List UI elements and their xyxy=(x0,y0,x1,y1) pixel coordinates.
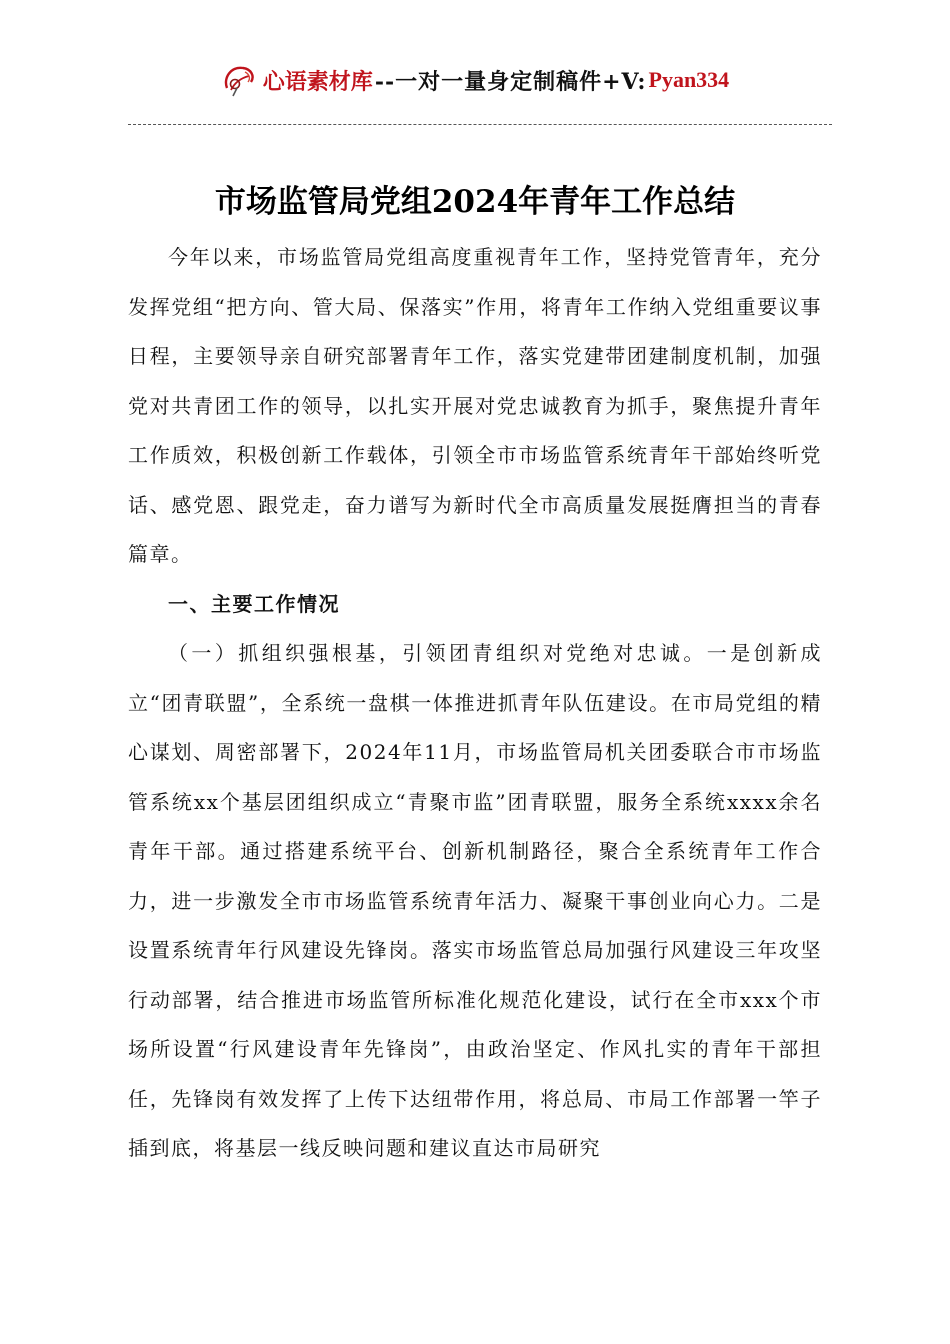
header-divider xyxy=(128,124,832,125)
brand-name: 心语素材库 xyxy=(262,68,373,95)
document-title: 市场监管局党组2024年青年工作总结 xyxy=(214,184,736,220)
brand-logo-icon xyxy=(221,60,261,100)
document-body xyxy=(128,233,822,1174)
section-heading: 一、主要工作情况 xyxy=(168,591,340,616)
header-contact: Pyan334 xyxy=(648,67,730,92)
intro-paragraph: 今年以来，市场监管局党组高度重视青年工作，坚持党管青年，充分发挥党组“把方向、管大局、保落实”作用，将青年工作纳入党组重要议事日程，主要领导亲自研究部署青年工作，落实党建带团建制度机制，加强党对共青团工作的领导，以扎实开展对党忠诚教育为抓手，聚焦提升青年工作质效，积极创新工作载体，引领全市市场监管系统青年干部始终听党话、感党恩、跟党走，奋力谱写为新时代全市高质量发展挺膺担当的青春篇章。 xyxy=(128,245,822,566)
page-header xyxy=(0,58,950,102)
section-paragraph: （一）抓组织强根基，引领团青组织对党绝对忠诚。一是创新成立“团青联盟”，全系统一盘棋一体推进抓青年队伍建设。在市局党组的精心谋划、周密部署下，2024年11月，市场监管局机关团委联合市市场监管系统xx个基层团组织成立“青聚市监”团青联盟，服务全系统xxxx余名青年干部。通过搭建系统平台、创新机制路径，聚合全系统青年工作合力，进一步激发全市市场监管系统青年活力、凝聚干事创业向心力。二是设置系统青年行风建设先锋岗。落实市场监管总局加强行风建设三年攻坚行动部署，结合推进市场监管所标准化规范化建设，试行在全市xxx个市场所设置“行风建设青年先锋岗”，由政治坚定、作风扎实的青年干部担任，先锋岗有效发挥了上传下达纽带作用，将总局、市局工作部署一竿子插到底，将基层一线反映问题和建议直达市局研究 xyxy=(128,641,822,1160)
header-slogan: --一对一量身定制稿件+V: xyxy=(374,68,647,95)
